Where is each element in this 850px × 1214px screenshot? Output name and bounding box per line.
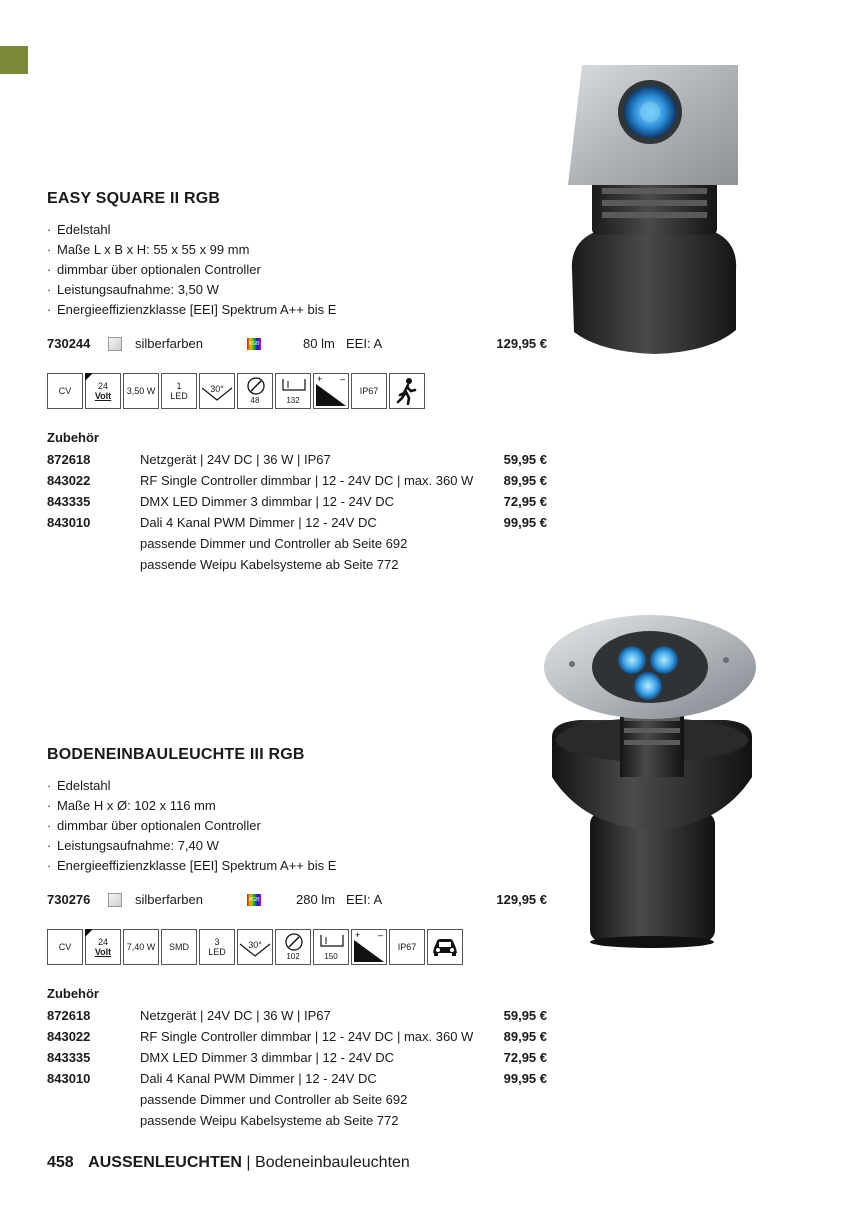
lifetime-icon: 102 [275, 929, 311, 965]
product-image [560, 60, 750, 360]
svg-text:–: – [378, 930, 384, 940]
feature-item: · Maße L x B x H: 55 x 55 x 99 mm [47, 242, 250, 257]
accessory-art: 843022 [47, 473, 91, 488]
color-swatch [108, 893, 122, 907]
article-number: 730276 [47, 892, 91, 907]
svg-text:+: + [317, 374, 323, 384]
product-image [540, 612, 770, 952]
dimension-icon: 132 [275, 373, 311, 409]
dimmable-icon [313, 373, 349, 409]
pedestrian-icon [389, 373, 425, 409]
beam-angle-icon: 30° [199, 373, 235, 409]
led-icon: 1 LED [161, 373, 197, 409]
accessory-art: 843010 [47, 515, 91, 530]
watt-icon: 7,40 W [123, 929, 159, 965]
accessory-desc: Netzgerät | 24V DC | 36 W | IP67 [140, 452, 331, 467]
feature-item: · Maße H x Ø: 102 x 116 mm [47, 798, 216, 813]
accessory-art: 843335 [47, 1050, 91, 1065]
accessory-price: 72,95 € [503, 1050, 547, 1065]
category: AUSSENLEUCHTEN [88, 1154, 242, 1171]
cross-reference-note: passende Weipu Kabelsysteme ab Seite 772 [140, 1113, 399, 1128]
dimension-icon: 150 [313, 929, 349, 965]
price: 129,95 € [496, 892, 547, 907]
accessory-art: 843010 [47, 1071, 91, 1086]
watt-icon: 3,50 W [123, 373, 159, 409]
lumen: 80 lm [303, 336, 335, 351]
volt-icon: 24 Volt [85, 373, 121, 409]
accessory-desc: RF Single Controller dimmbar | 12 - 24V DC | max. 360 W [140, 1029, 474, 1044]
accessory-price: 59,95 € [503, 452, 547, 467]
accessory-art: 843335 [47, 494, 91, 509]
color-name: silberfarben [135, 336, 203, 351]
feature-item: · Leistungsaufnahme: 3,50 W [47, 282, 219, 297]
car-icon [427, 929, 463, 965]
ip-rating-icon: IP67 [351, 373, 387, 409]
rgb-icon: RGB [247, 338, 261, 350]
led-icon: 3 LED [199, 929, 235, 965]
feature-list [47, 776, 336, 876]
dimmable-icon [351, 929, 387, 965]
ip-rating-icon: IP67 [389, 929, 425, 965]
article-number: 730244 [47, 336, 91, 351]
cross-reference-note: passende Dimmer und Controller ab Seite 692 [140, 536, 408, 551]
page-footer [47, 1154, 410, 1172]
accessory-art: 872618 [47, 452, 91, 467]
color-swatch [108, 337, 122, 351]
smd-icon: SMD [161, 929, 197, 965]
chapter-tab [0, 46, 28, 74]
lifetime-icon: 48 [237, 373, 273, 409]
lumen: 280 lm [296, 892, 336, 907]
svg-text:–: – [340, 374, 346, 384]
accessory-price: 72,95 € [503, 494, 547, 509]
feature-item: · Energieeffizienzklasse [EEI] Spektrum A++ bis E [47, 858, 337, 873]
spec-icons [47, 929, 463, 965]
subcategory: Bodeneinbauleuchten [255, 1154, 410, 1171]
feature-list [47, 220, 336, 320]
feature-item: · Leistungsaufnahme: 7,40 W [47, 838, 219, 853]
accessory-art: 843022 [47, 1029, 91, 1044]
accessory-price: 59,95 € [503, 1008, 547, 1023]
accessory-desc: RF Single Controller dimmbar | 12 - 24V DC | max. 360 W [140, 473, 474, 488]
accessory-art: 872618 [47, 1008, 91, 1023]
cross-reference-note: passende Weipu Kabelsysteme ab Seite 772 [140, 557, 399, 572]
accessory-price: 99,95 € [503, 515, 547, 530]
feature-item: · Edelstahl [47, 222, 111, 237]
cv-icon: CV [47, 373, 83, 409]
separator: | [246, 1154, 251, 1171]
svg-text:+: + [355, 930, 361, 940]
spec-icons [47, 373, 425, 409]
accessory-desc: DMX LED Dimmer 3 dimmbar | 12 - 24V DC [140, 1050, 395, 1065]
accessory-desc: DMX LED Dimmer 3 dimmbar | 12 - 24V DC [140, 494, 395, 509]
cv-icon: CV [47, 929, 83, 965]
eei-class: EEI: A [346, 336, 383, 351]
feature-item: · Edelstahl [47, 778, 111, 793]
color-name: silberfarben [135, 892, 203, 907]
accessory-price: 89,95 € [503, 1029, 547, 1044]
accessory-desc: Dali 4 Kanal PWM Dimmer | 12 - 24V DC [140, 1071, 377, 1086]
product-title: EASY SQUARE II RGB [47, 190, 221, 207]
eei-class: EEI: A [346, 892, 383, 907]
accessory-desc: Netzgerät | 24V DC | 36 W | IP67 [140, 1008, 331, 1023]
price: 129,95 € [496, 336, 547, 351]
cross-reference-note: passende Dimmer und Controller ab Seite 692 [140, 1092, 408, 1107]
beam-angle-icon: 30° [237, 929, 273, 965]
feature-item: · dimmbar über optionalen Controller [47, 262, 261, 277]
accessory-price: 99,95 € [503, 1071, 547, 1086]
rgb-icon: RGB [247, 894, 261, 906]
feature-item: · Energieeffizienzklasse [EEI] Spektrum A++ bis E [47, 302, 337, 317]
accessory-price: 89,95 € [503, 473, 547, 488]
accessories-heading: Zubehör [47, 986, 99, 1001]
feature-item: · dimmbar über optionalen Controller [47, 818, 261, 833]
volt-icon: 24 Volt [85, 929, 121, 965]
accessories-heading: Zubehör [47, 430, 99, 445]
product-title: BODENEINBAULEUCHTE III RGB [47, 746, 305, 763]
page-number: 458 [47, 1154, 74, 1171]
accessory-desc: Dali 4 Kanal PWM Dimmer | 12 - 24V DC [140, 515, 377, 530]
